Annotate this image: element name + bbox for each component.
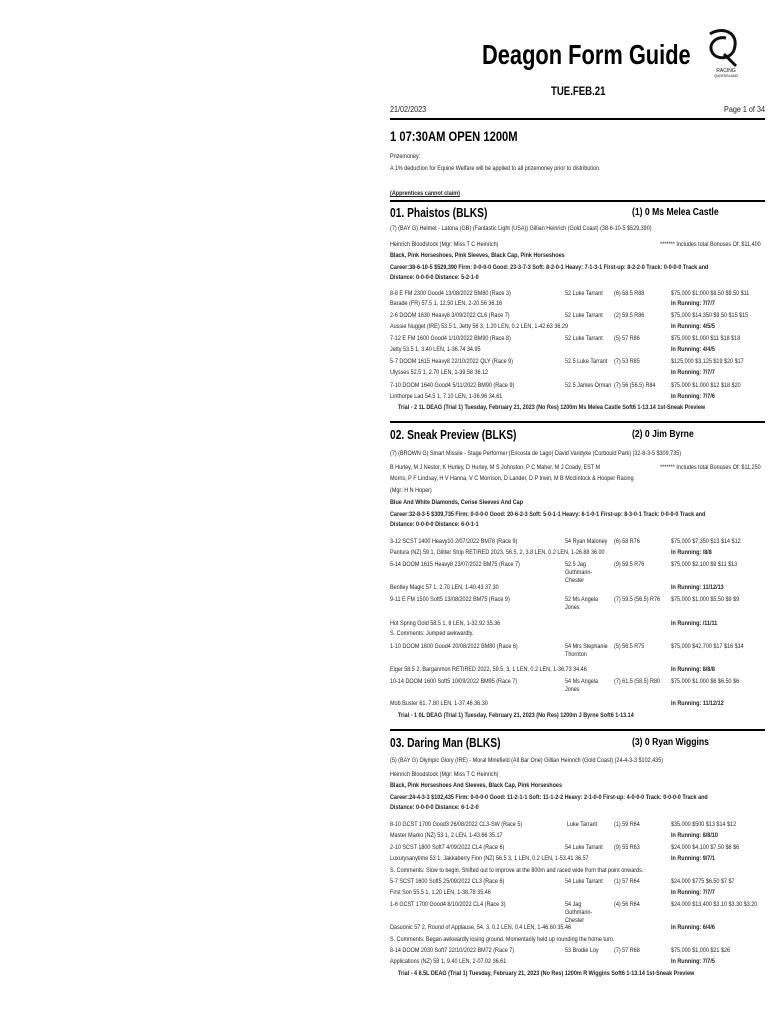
bonuses: ******* Includes total Bonuses Of: $11,250 <box>660 464 761 471</box>
start-running: In Running: 7/7/7 <box>671 300 715 307</box>
svg-text:QUEENSLAND: QUEENSLAND <box>713 74 739 78</box>
header-divider <box>390 118 765 120</box>
start-margin: Hot Spring Gold 58.5 1, 8 LEN, 1-32.92 35.36 <box>390 620 501 627</box>
start-running: In Running: 7/7/7 <box>671 369 715 376</box>
svg-text:RACING: RACING <box>716 68 736 74</box>
runner-divider <box>390 729 765 731</box>
distance-stats: Distance: 0-0-0-0 Distance: 5-2-1-0 <box>390 274 479 281</box>
start-race: 10-14 DOOM 1600 Soft5 10/09/2022 BM95 (Race 7) <box>390 678 518 685</box>
start-running: In Running: 11/12/12 <box>671 700 724 707</box>
owners: Heinrich Bloodstock (Mgr: Miss T C Heinrich) <box>390 771 499 778</box>
start-prize: $75,000 $1,000 $21 $26 <box>671 947 731 954</box>
start-prize: $75,000 $1,000 $11 $18 $18 <box>671 335 741 342</box>
start-jockey: 54 Luke Tarrant <box>565 844 603 851</box>
start-jockey: 54 Jag Guthmann-Chester <box>565 901 593 924</box>
start-jockey: 54 Luke Tarrant <box>565 878 603 885</box>
start-race: 2-6 DOOM 1630 Heavy8 3/09/2022 CL6 (Race 7) <box>390 312 510 319</box>
start-race: 3-12 SCST 1400 Heavy10 2/07/2022 BM78 (Race 9) <box>390 538 518 545</box>
start-race: 7-10 DOOM 1640 Good4 5/11/2022 BM90 (Race 9) <box>390 382 515 389</box>
start-weight: (6) 58 R76 <box>614 538 640 545</box>
start-jockey: 52 Luke Tarrant <box>565 312 603 319</box>
date-heading: TUE.FEB.21 <box>551 84 606 98</box>
start-jockey: 52.5 Jag Guthmann-Chester <box>565 561 593 584</box>
start-jockey: 54 Ryan Maloney <box>565 538 608 545</box>
start-weight: (7) 61.5 (58.5) R80 <box>614 678 661 685</box>
start-weight: (7) 53 R85 <box>614 358 640 365</box>
breeding: (7) (BROWN G) Smart Missile - Stage Performer (Encosta de Lago) David Vandyke (Corbould Park) (32-8-3-5 $309,735) <box>390 450 682 457</box>
start-margin: Applications (NZ) 58 1, 9.40 LEN, 2-07.02 36.61 <box>390 958 507 965</box>
start-jockey: 53 Brodie Loy <box>565 947 599 954</box>
start-running: In Running: 8/8/10 <box>671 832 718 839</box>
start-margin: Bentley Magic 57 1, 2.70 LEN, 1-40.43 37.30 <box>390 584 499 591</box>
start-race: 1-10 DOOM 1600 Good4 20/08/2022 BM80 (Race 6) <box>390 643 518 650</box>
start-margin: Pantura (NZ) 59 1, Glitter Strip RETIRED 2023, 56.5, 2, 3.8 LEN, 0.2 LEN, 1-26.88 36.00 <box>390 549 605 556</box>
trial-line: Trial - 4 6.5L DEAG (Trial 1) Tuesday, February 21, 2023 (No Res) 1200m R Wiggins Soft6 1-13.14 1st-Sneak Preview <box>398 970 695 977</box>
start-running: In Running: /11/11 <box>671 620 718 627</box>
start-running: In Running: 7/7/7 <box>671 889 715 896</box>
barrier-jockey: (1) 0 Ms Melea Castle <box>632 206 719 218</box>
colours: Black, Pink Horseshoes And Sleeves, Black Cap, Pink Horseshoes <box>390 782 562 789</box>
distance-stats: Distance: 0-0-0-0 Distance: 6-0-1-1 <box>390 521 479 528</box>
career-stats: Career:24-4-3-3 $102,435 Firm: 0-0-0-0 Good: 11-2-1-1 Soft: 11-1-2-2 Heavy: 2-1-0-0 First-up: 4-0-0-0 Track: 0-0-0-0 Track and <box>390 794 708 801</box>
start-race: 8-10 GCST 1700 Good3 26/08/2022 CL3-SW (Race 5) <box>390 821 523 828</box>
start-weight: (6) 58.5 R88 <box>614 290 645 297</box>
start-prize: $24,000 $4,100 $7.50 $6 $6 <box>671 844 740 851</box>
start-weight: (5) 56.5 R75 <box>614 643 645 650</box>
stewards-comment: S. Comments: Slow to begin. Shifted out to improve at the 800m and raced wide from that point onwards. <box>390 867 644 874</box>
start-margin: Luxurysanytime 53 1, Jakkaberry Finn (NZ) 56.5 3, 1 LEN, 0.2 LEN, 1-53.41 36.57 <box>390 855 589 862</box>
start-race: 7-12 E FM 1600 Good4 1/10/2022 BM90 (Race 8) <box>390 335 511 342</box>
start-margin: Dasuonic 57 2, Round of Applause, 54, 3, 0.2 LEN, 0.4 LEN, 1-46.60 35.46 <box>390 924 572 931</box>
stewards-comment: S. Comments: Jumped awkwardly. <box>390 630 474 637</box>
start-running: In Running: 8/8/8 <box>671 666 715 673</box>
start-race: 5-14 DOOM 1615 Heavy8 23/07/2022 BM75 (Race 7) <box>390 561 520 568</box>
start-race: 9-11 E FM 1500 Soft5 13/08/2022 BM75 (Race 9) <box>390 596 510 603</box>
start-margin: First Son 55.5 1, 1.20 LEN, 1-38.78 35.46 <box>390 889 491 896</box>
start-jockey: 52.5 Luke Tarrant <box>565 358 608 365</box>
start-race: 8-14 DOOM 2030 Soft7 22/10/2022 BM72 (Race 7) <box>390 947 515 954</box>
start-weight: (4) 56 R64 <box>614 901 640 908</box>
stewards-comment: S. Comments: Began awkwardly losing ground. Momentarily held up rounding the home turn. <box>390 936 615 943</box>
start-prize: $125,000 $3,125 $19 $20 $17 <box>671 358 744 365</box>
start-running: In Running: 6/4/6 <box>671 924 715 931</box>
owners-continued: Morris, P F Lindsay, H V Hanna, V C Morrison, D Lander, D P Irwin, M B Mcclintock & Hooper Racing <box>390 475 634 482</box>
horse-name: 02. Sneak Preview (BLKS) <box>390 428 517 442</box>
start-prize: $75,000 $14,350 $9.50 $15 $15 <box>671 312 749 319</box>
manager: (Mgr: H N Hoper) <box>390 487 432 494</box>
start-prize: $75,000 $1,000 $8.50 $9.50 $11 <box>671 290 750 297</box>
start-jockey: 52.5 James Orman <box>565 382 612 389</box>
start-jockey: 52 Luke Tarrant <box>565 290 603 297</box>
start-running: In Running: 9/7/1 <box>671 855 715 862</box>
start-race: 5-7 SCST 1600 Soft5 25/09/2022 CL3 (Race 6) <box>390 878 505 885</box>
start-weight: (9) 59.5 R76 <box>614 561 645 568</box>
start-prize: $75,000 $1,000 $5.50 $9 $9 <box>671 596 740 603</box>
colours: Blue And White Diamonds, Cerise Sleeves And Cap <box>390 499 524 506</box>
start-weight: (9) 55 R63 <box>614 844 640 851</box>
apprentices-note: (Apprentices cannot claim) <box>390 190 460 197</box>
start-prize: $24,000 $13,400 $3.10 $3.30 $3.20 <box>671 901 758 908</box>
horse-name: 01. Phaistos (BLKS) <box>390 206 488 220</box>
start-prize: $75,000 $7,350 $13 $14 $12 <box>671 538 741 545</box>
runner-divider <box>390 421 765 423</box>
start-prize: $75,000 $2,100 $9 $11 $13 <box>671 561 738 568</box>
start-prize: $35,000 $500 $13 $14 $12 <box>671 821 737 828</box>
page-title: Deagon Form Guide <box>482 39 691 70</box>
start-margin: Master Marko (NZ) 53 1, 2 LEN, 1-43.66 35.17 <box>390 832 503 839</box>
owners: Heinrich Bloodstock (Mgr: Miss T C Heinrich) <box>390 241 499 248</box>
horse-name: 03. Daring Man (BLKS) <box>390 736 501 750</box>
start-margin: Jetty 53.5 1, 3.40 LEN, 1-36.74 34.95 <box>390 346 481 353</box>
start-jockey: 54 Ms Angela Jones <box>565 678 598 693</box>
career-stats: Career:38-6-10-5 $529,390 Firm: 0-0-0-0 Good: 23-3-7-3 Soft: 8-2-0-1 Heavy: 7-1-3-1 First-up: 8-2-2-0 Track: 0-0-0-0 Track and <box>390 264 709 271</box>
start-weight: (7) 59.5 (56.5) R76 <box>614 596 661 603</box>
start-margin: Mob Buster 61, 7.80 LEN, 1-37.46 36.30 <box>390 700 488 707</box>
start-weight: (7) 57 R68 <box>614 947 640 954</box>
start-jockey: 52 Ms Angela Jones <box>565 596 598 611</box>
bonuses: ******* Includes total Bonuses Of: $11,400 <box>660 241 761 248</box>
start-race: 1-6 GCST 1700 Good4 8/10/2022 CL4 (Race 3) <box>390 901 506 908</box>
start-weight: (2) 59.5 R86 <box>614 312 645 319</box>
start-jockey: 52 Luke Tarrant <box>565 335 603 342</box>
start-margin: Ulysses 52.5 1, 2.70 LEN, 1-39.58 36.12 <box>390 369 489 376</box>
start-prize: $75,000 $42,700 $17 $16 $14 <box>671 643 744 650</box>
start-margin: Linthorpe Lad 54.5 1, 7.10 LEN, 1-36.96 34.61 <box>390 393 503 400</box>
start-running: In Running: 4/4/5 <box>671 346 715 353</box>
start-prize: $75,000 $1,000 $6 $6.50 $6 <box>671 678 740 685</box>
start-running: In Running: 7/7/5 <box>671 958 715 965</box>
start-weight: (5) 57 R86 <box>614 335 640 342</box>
start-prize: $75,000 $1,000 $12 $18 $20 <box>671 382 741 389</box>
welfare-note: A 1% deduction for Equine Welfare will be applied to all prizemoney prior to distribution. <box>390 165 601 172</box>
start-race: 8-8 E FM 2300 Good4 13/08/2022 BM80 (Race 3) <box>390 290 511 297</box>
breeding: (5) (BAY G) Olympic Glory (IRE) - Moral Minefield (All Bar One) Gillian Heinrich (Gold Coast) (24-4-3-3 $102,435) <box>390 757 664 764</box>
barrier-jockey: (2) 0 Jim Byrne <box>632 428 694 440</box>
trial-line: Trial - 1 0L DEAG (Trial 1) Tuesday, February 21, 2023 (No Res) 1200m J Byrne Soft6 1-13.14 <box>398 712 634 719</box>
print-date: 21/02/2023 <box>390 104 427 114</box>
start-running: In Running: /8/8 <box>671 549 712 556</box>
racing-queensland-logo <box>700 28 752 78</box>
trial-line: Trial - 2 1L DEAG (Trial 1) Tuesday, February 21, 2023 (No Res) 1200m Ms Melea Castle Soft6 1-13.14 1st-Sneak Preview <box>398 404 706 411</box>
race-title: 1 07:30AM OPEN 1200M <box>390 128 518 144</box>
barrier-jockey: (3) 0 Ryan Wiggins <box>632 736 709 748</box>
start-jockey: Luke Tarrant <box>567 821 598 828</box>
start-margin: Barade (FR) 57.5 1, 12.50 LEN, 2-20.56 36.16 <box>390 300 503 307</box>
start-running: In Running: 11/12/13 <box>671 584 724 591</box>
owners: B Hurley, M J Nestor, K Hurley, D Hurley, M S Johnston, P C Maher, M J Coady, EST M <box>390 464 601 471</box>
start-jockey: 54 Mrs Stephanie Thornton <box>565 643 608 658</box>
runner-divider <box>390 200 765 202</box>
prizemoney-label: Prizemoney: <box>390 153 421 160</box>
start-weight: (7) 56 (56.5) R84 <box>614 382 656 389</box>
start-race: 5-7 DOOM 1615 Heavy8 22/10/2022 QLY (Race 9) <box>390 358 513 365</box>
start-margin: Aussie Nugget (IRE) 53.5 1, Jetty 56 3, 1.20 LEN, 0.2 LEN, 1-42.63 36.29 <box>390 323 568 330</box>
start-margin: Eiger 58.5 2, Barganmon RETIRED 2022, 59.5, 3, 1 LEN, 0.2 LEN, 1-36.73 34.46 <box>390 666 587 673</box>
start-running: In Running: 4/5/5 <box>671 323 715 330</box>
start-race: 2-10 SCST 1800 Soft7 4/09/2022 CL4 (Race 6) <box>390 844 505 851</box>
career-stats: Career:32-8-3-5 $309,735 Firm: 0-0-0-0 Good: 20-6-2-3 Soft: 5-0-1-1 Heavy: 6-1-0-1 First-up: 8-3-0-1 Track: 0-0-0-0 Track and <box>390 511 706 518</box>
start-running: In Running: 7/7/6 <box>671 393 715 400</box>
page-number: Page 1 of 34 <box>724 104 765 114</box>
start-prize: $24,000 $775 $6.50 $7 $7 <box>671 878 735 885</box>
colours: Black, Pink Horseshoes, Pink Sleeves, Black Cap, Pink Horseshoes <box>390 252 565 259</box>
distance-stats: Distance: 0-0-0-0 Distance: 6-1-2-0 <box>390 804 479 811</box>
start-weight: (1) 57 R64 <box>614 878 640 885</box>
breeding: (7) (BAY G) Helmet - Latona (GB) (Fantastic Light (USA)) Gillian Heinrich (Gold Coast) (38-6-10-5 $529,390) <box>390 225 652 232</box>
start-weight: (1) 59 R64 <box>614 821 640 828</box>
